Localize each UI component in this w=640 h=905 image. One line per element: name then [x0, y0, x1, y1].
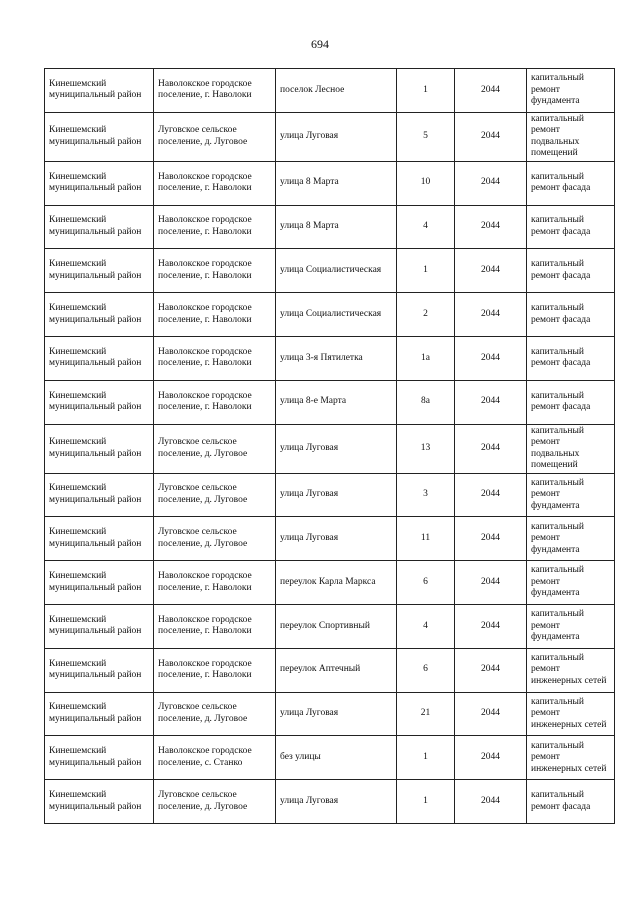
- district-cell: Кинешемский муниципальный район: [45, 293, 154, 337]
- work-type-cell: капитальный ремонт фундамента: [527, 473, 615, 517]
- work-type-cell: капитальный ремонт фасада: [527, 205, 615, 249]
- district-cell: Кинешемский муниципальный район: [45, 249, 154, 293]
- settlement-cell: Луговское сельское поселение, д. Луговое: [154, 780, 276, 824]
- work-type-cell: капитальный ремонт фасада: [527, 293, 615, 337]
- table-row: [45, 249, 615, 293]
- table-row: [45, 336, 615, 380]
- year-cell: 2044: [455, 69, 527, 113]
- district-cell: Кинешемский муниципальный район: [45, 205, 154, 249]
- work-type-cell: капитальный ремонт подвальных помещений: [527, 112, 615, 161]
- street-cell: улица Социалистическая: [276, 249, 397, 293]
- house-number-cell: 5: [397, 112, 455, 161]
- house-number-cell: 8а: [397, 380, 455, 424]
- house-number-cell: 1: [397, 780, 455, 824]
- work-type-cell: капитальный ремонт фундамента: [527, 561, 615, 605]
- settlement-cell: Наволокское городское поселение, г. Наволоки: [154, 604, 276, 648]
- settlement-cell: Наволокское городское поселение, г. Наволоки: [154, 161, 276, 205]
- year-cell: 2044: [455, 604, 527, 648]
- table-row: [45, 293, 615, 337]
- district-cell: Кинешемский муниципальный район: [45, 336, 154, 380]
- district-cell: Кинешемский муниципальный район: [45, 380, 154, 424]
- settlement-cell: Луговское сельское поселение, д. Луговое: [154, 517, 276, 561]
- table-body: [45, 69, 615, 824]
- district-cell: Кинешемский муниципальный район: [45, 424, 154, 473]
- work-type-cell: капитальный ремонт фундамента: [527, 604, 615, 648]
- street-cell: улица Социалистическая: [276, 293, 397, 337]
- street-cell: переулок Аптечный: [276, 648, 397, 692]
- table-row: [45, 604, 615, 648]
- table-row: [45, 205, 615, 249]
- settlement-cell: Наволокское городское поселение, г. Наволоки: [154, 249, 276, 293]
- house-number-cell: 6: [397, 648, 455, 692]
- year-cell: 2044: [455, 692, 527, 736]
- year-cell: 2044: [455, 424, 527, 473]
- settlement-cell: Луговское сельское поселение, д. Луговое: [154, 692, 276, 736]
- settlement-cell: Луговское сельское поселение, д. Луговое: [154, 112, 276, 161]
- house-number-cell: 4: [397, 604, 455, 648]
- table-row: [45, 69, 615, 113]
- street-cell: улица Луговая: [276, 780, 397, 824]
- work-type-cell: капитальный ремонт инженерных сетей: [527, 692, 615, 736]
- table-row: [45, 517, 615, 561]
- district-cell: Кинешемский муниципальный район: [45, 648, 154, 692]
- table-row: [45, 424, 615, 473]
- work-type-cell: капитальный ремонт инженерных сетей: [527, 736, 615, 780]
- house-number-cell: 1: [397, 69, 455, 113]
- year-cell: 2044: [455, 473, 527, 517]
- house-number-cell: 1а: [397, 336, 455, 380]
- street-cell: улица Луговая: [276, 692, 397, 736]
- year-cell: 2044: [455, 380, 527, 424]
- street-cell: поселок Лесное: [276, 69, 397, 113]
- district-cell: Кинешемский муниципальный район: [45, 517, 154, 561]
- street-cell: без улицы: [276, 736, 397, 780]
- house-number-cell: 10: [397, 161, 455, 205]
- work-type-cell: капитальный ремонт фасада: [527, 249, 615, 293]
- table-row: [45, 380, 615, 424]
- year-cell: 2044: [455, 112, 527, 161]
- district-cell: Кинешемский муниципальный район: [45, 604, 154, 648]
- table-row: [45, 561, 615, 605]
- table-row: [45, 112, 615, 161]
- year-cell: 2044: [455, 205, 527, 249]
- district-cell: Кинешемский муниципальный район: [45, 473, 154, 517]
- house-number-cell: 2: [397, 293, 455, 337]
- year-cell: 2044: [455, 561, 527, 605]
- work-type-cell: капитальный ремонт фасада: [527, 161, 615, 205]
- street-cell: улица 8-е Марта: [276, 380, 397, 424]
- district-cell: Кинешемский муниципальный район: [45, 692, 154, 736]
- year-cell: 2044: [455, 293, 527, 337]
- street-cell: улица Луговая: [276, 112, 397, 161]
- street-cell: улица Луговая: [276, 473, 397, 517]
- district-cell: Кинешемский муниципальный район: [45, 112, 154, 161]
- street-cell: переулок Карла Маркса: [276, 561, 397, 605]
- year-cell: 2044: [455, 736, 527, 780]
- year-cell: 2044: [455, 648, 527, 692]
- settlement-cell: Наволокское городское поселение, г. Наволоки: [154, 293, 276, 337]
- year-cell: 2044: [455, 780, 527, 824]
- settlement-cell: Наволокское городское поселение, г. Наволоки: [154, 69, 276, 113]
- house-number-cell: 1: [397, 736, 455, 780]
- street-cell: улица Луговая: [276, 517, 397, 561]
- district-cell: Кинешемский муниципальный район: [45, 69, 154, 113]
- work-type-cell: капитальный ремонт фасада: [527, 336, 615, 380]
- house-number-cell: 6: [397, 561, 455, 605]
- table-row: [45, 161, 615, 205]
- settlement-cell: Наволокское городское поселение, г. Наволоки: [154, 336, 276, 380]
- street-cell: переулок Спортивный: [276, 604, 397, 648]
- work-type-cell: капитальный ремонт инженерных сетей: [527, 648, 615, 692]
- district-cell: Кинешемский муниципальный район: [45, 161, 154, 205]
- table-row: [45, 736, 615, 780]
- table-row: [45, 692, 615, 736]
- settlement-cell: Наволокское городское поселение, г. Наволоки: [154, 380, 276, 424]
- house-number-cell: 13: [397, 424, 455, 473]
- table-row: [45, 780, 615, 824]
- settlement-cell: Наволокское городское поселение, г. Наволоки: [154, 648, 276, 692]
- year-cell: 2044: [455, 161, 527, 205]
- house-number-cell: 11: [397, 517, 455, 561]
- street-cell: улица Луговая: [276, 424, 397, 473]
- settlement-cell: Наволокское городское поселение, г. Наволоки: [154, 561, 276, 605]
- housing-repair-table: [44, 68, 615, 824]
- district-cell: Кинешемский муниципальный район: [45, 780, 154, 824]
- work-type-cell: капитальный ремонт фундамента: [527, 69, 615, 113]
- year-cell: 2044: [455, 336, 527, 380]
- settlement-cell: Наволокское городское поселение, г. Наволоки: [154, 205, 276, 249]
- work-type-cell: капитальный ремонт фундамента: [527, 517, 615, 561]
- street-cell: улица 8 Марта: [276, 205, 397, 249]
- district-cell: Кинешемский муниципальный район: [45, 561, 154, 605]
- street-cell: улица 3-я Пятилетка: [276, 336, 397, 380]
- street-cell: улица 8 Марта: [276, 161, 397, 205]
- settlement-cell: Луговское сельское поселение, д. Луговое: [154, 473, 276, 517]
- work-type-cell: капитальный ремонт фасада: [527, 780, 615, 824]
- work-type-cell: капитальный ремонт подвальных помещений: [527, 424, 615, 473]
- year-cell: 2044: [455, 517, 527, 561]
- table-row: [45, 648, 615, 692]
- house-number-cell: 21: [397, 692, 455, 736]
- house-number-cell: 1: [397, 249, 455, 293]
- house-number-cell: 4: [397, 205, 455, 249]
- settlement-cell: Наволокское городское поселение, с. Станко: [154, 736, 276, 780]
- settlement-cell: Луговское сельское поселение, д. Луговое: [154, 424, 276, 473]
- district-cell: Кинешемский муниципальный район: [45, 736, 154, 780]
- page-number: 694: [311, 37, 329, 51]
- house-number-cell: 3: [397, 473, 455, 517]
- table-row: [45, 473, 615, 517]
- work-type-cell: капитальный ремонт фасада: [527, 380, 615, 424]
- year-cell: 2044: [455, 249, 527, 293]
